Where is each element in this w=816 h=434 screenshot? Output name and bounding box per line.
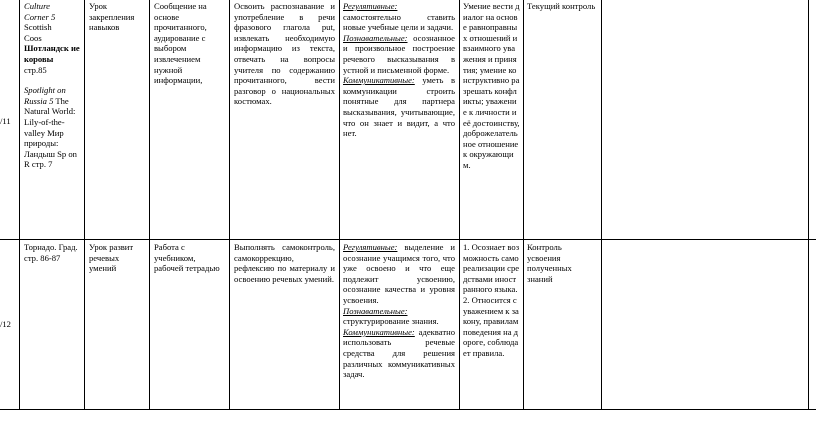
uud-regulative [343,1,455,33]
column-divider [84,0,85,410]
topic-bold-title: Шотландск ие коровы [24,43,80,64]
uud-communicative [343,75,455,139]
control-cell: Контроль усвоения полученных знаний [527,242,572,284]
topic-line: Corner 5 [24,11,56,22]
column-divider [229,0,230,410]
column-divider [808,0,809,410]
uud-label: Регулятивные: [343,242,398,252]
personal-results-cell: Умение вести диалог на основе равноправных отношений и взаимного уважения и принятия; умение конструктивно разрешать конфликты; уважение к личности и её достоинству, доброжелательное отношение к окружающим. [463,1,520,170]
activities-cell: Сообщение на основе прочитанного, аудирование с выбором извлечением нужной информации, [154,1,207,86]
column-divider [523,0,524,410]
column-divider [459,0,460,410]
uud-cognitive [343,306,455,327]
column-divider [339,0,340,410]
activities-cell: Работа с учебником, рабочей тетрадью [154,242,220,274]
uud-cell [343,1,455,139]
uud-text: уметь в коммуникации строить понятные для партнера высказывания, учитывающие, что он знает и видит, а что нет. [343,75,455,139]
uud-regulative [343,242,455,306]
uud-text: структурирование знания. [343,316,439,327]
subject-results-cell: Выполнять самоконтроль, самокоррекцию, рефлексию по материалу и освоению речевых умений. [234,242,335,284]
uud-label: Коммуникативные: [343,326,415,337]
control-cell: Текущий контроль [527,1,596,11]
subject-results-cell: Освоить распознавание и употребление в речи фразового глагола put, извлекать необходимую информацию из текста, отвечать на вопросы учителя по содержанию прочитанного, вести разговор о национальных костюмах. [234,1,335,107]
uud-text: выделение и осознание учащимся того, что уже освоено и что еще подлежит усвоению, осознание качества и уровня усвоения. [343,242,455,305]
column-divider [601,0,602,410]
personal-results-cell: 1. Осознает возможность самореализации средствами иностранного языка. 2. Относится с уважением к закону, правилам поведения на дороге, соблюдает правила. [463,242,520,358]
uud-communicative [343,327,455,380]
lesson-type-cell: Урок закрепления навыков [89,1,135,33]
uud-text: осознанное и произвольное построение речевого высказывания в устной и письменной форме. [343,32,455,75]
topic-part2-italic: Spotlight on Russia 5 [24,85,66,106]
uud-label: Познавательные: [343,305,408,316]
topic-line: Culture [24,1,50,11]
row-number: /12 [0,319,11,329]
row-number: /11 [0,116,11,126]
uud-cognitive [343,33,455,75]
topic-cell [24,1,82,170]
topic-line: Coos [24,32,42,43]
uud-text: самостоятельно ставить новые учебные цели и задачи. [343,11,455,33]
column-divider [19,0,20,410]
topic-line: Scottish [24,22,52,33]
uud-label: Регулятивные: [343,1,398,11]
row-divider [0,409,816,410]
uud-label: Коммуникативные: [343,75,415,86]
topic-page: стр. 86-87 [24,252,61,263]
column-divider [149,0,150,410]
row-divider [0,239,816,240]
uud-label: Познавательные: [343,32,408,43]
topic-title: Торнадо. Град. [24,242,78,252]
uud-cell [343,242,455,380]
topic-page: стр.85 [24,64,47,75]
topic-cell [24,242,82,263]
lesson-type-cell: Урок развит речевых умений [89,242,134,274]
topic-part2 [24,85,82,170]
topic-part2-rest: The Natural World: Lily-of-the-valley Мир природы: Ландыш Sp on R стр. 7 [24,95,77,170]
uud-text: адекватно использовать речевые средства для решения различных коммуникативных задач. [343,326,455,380]
